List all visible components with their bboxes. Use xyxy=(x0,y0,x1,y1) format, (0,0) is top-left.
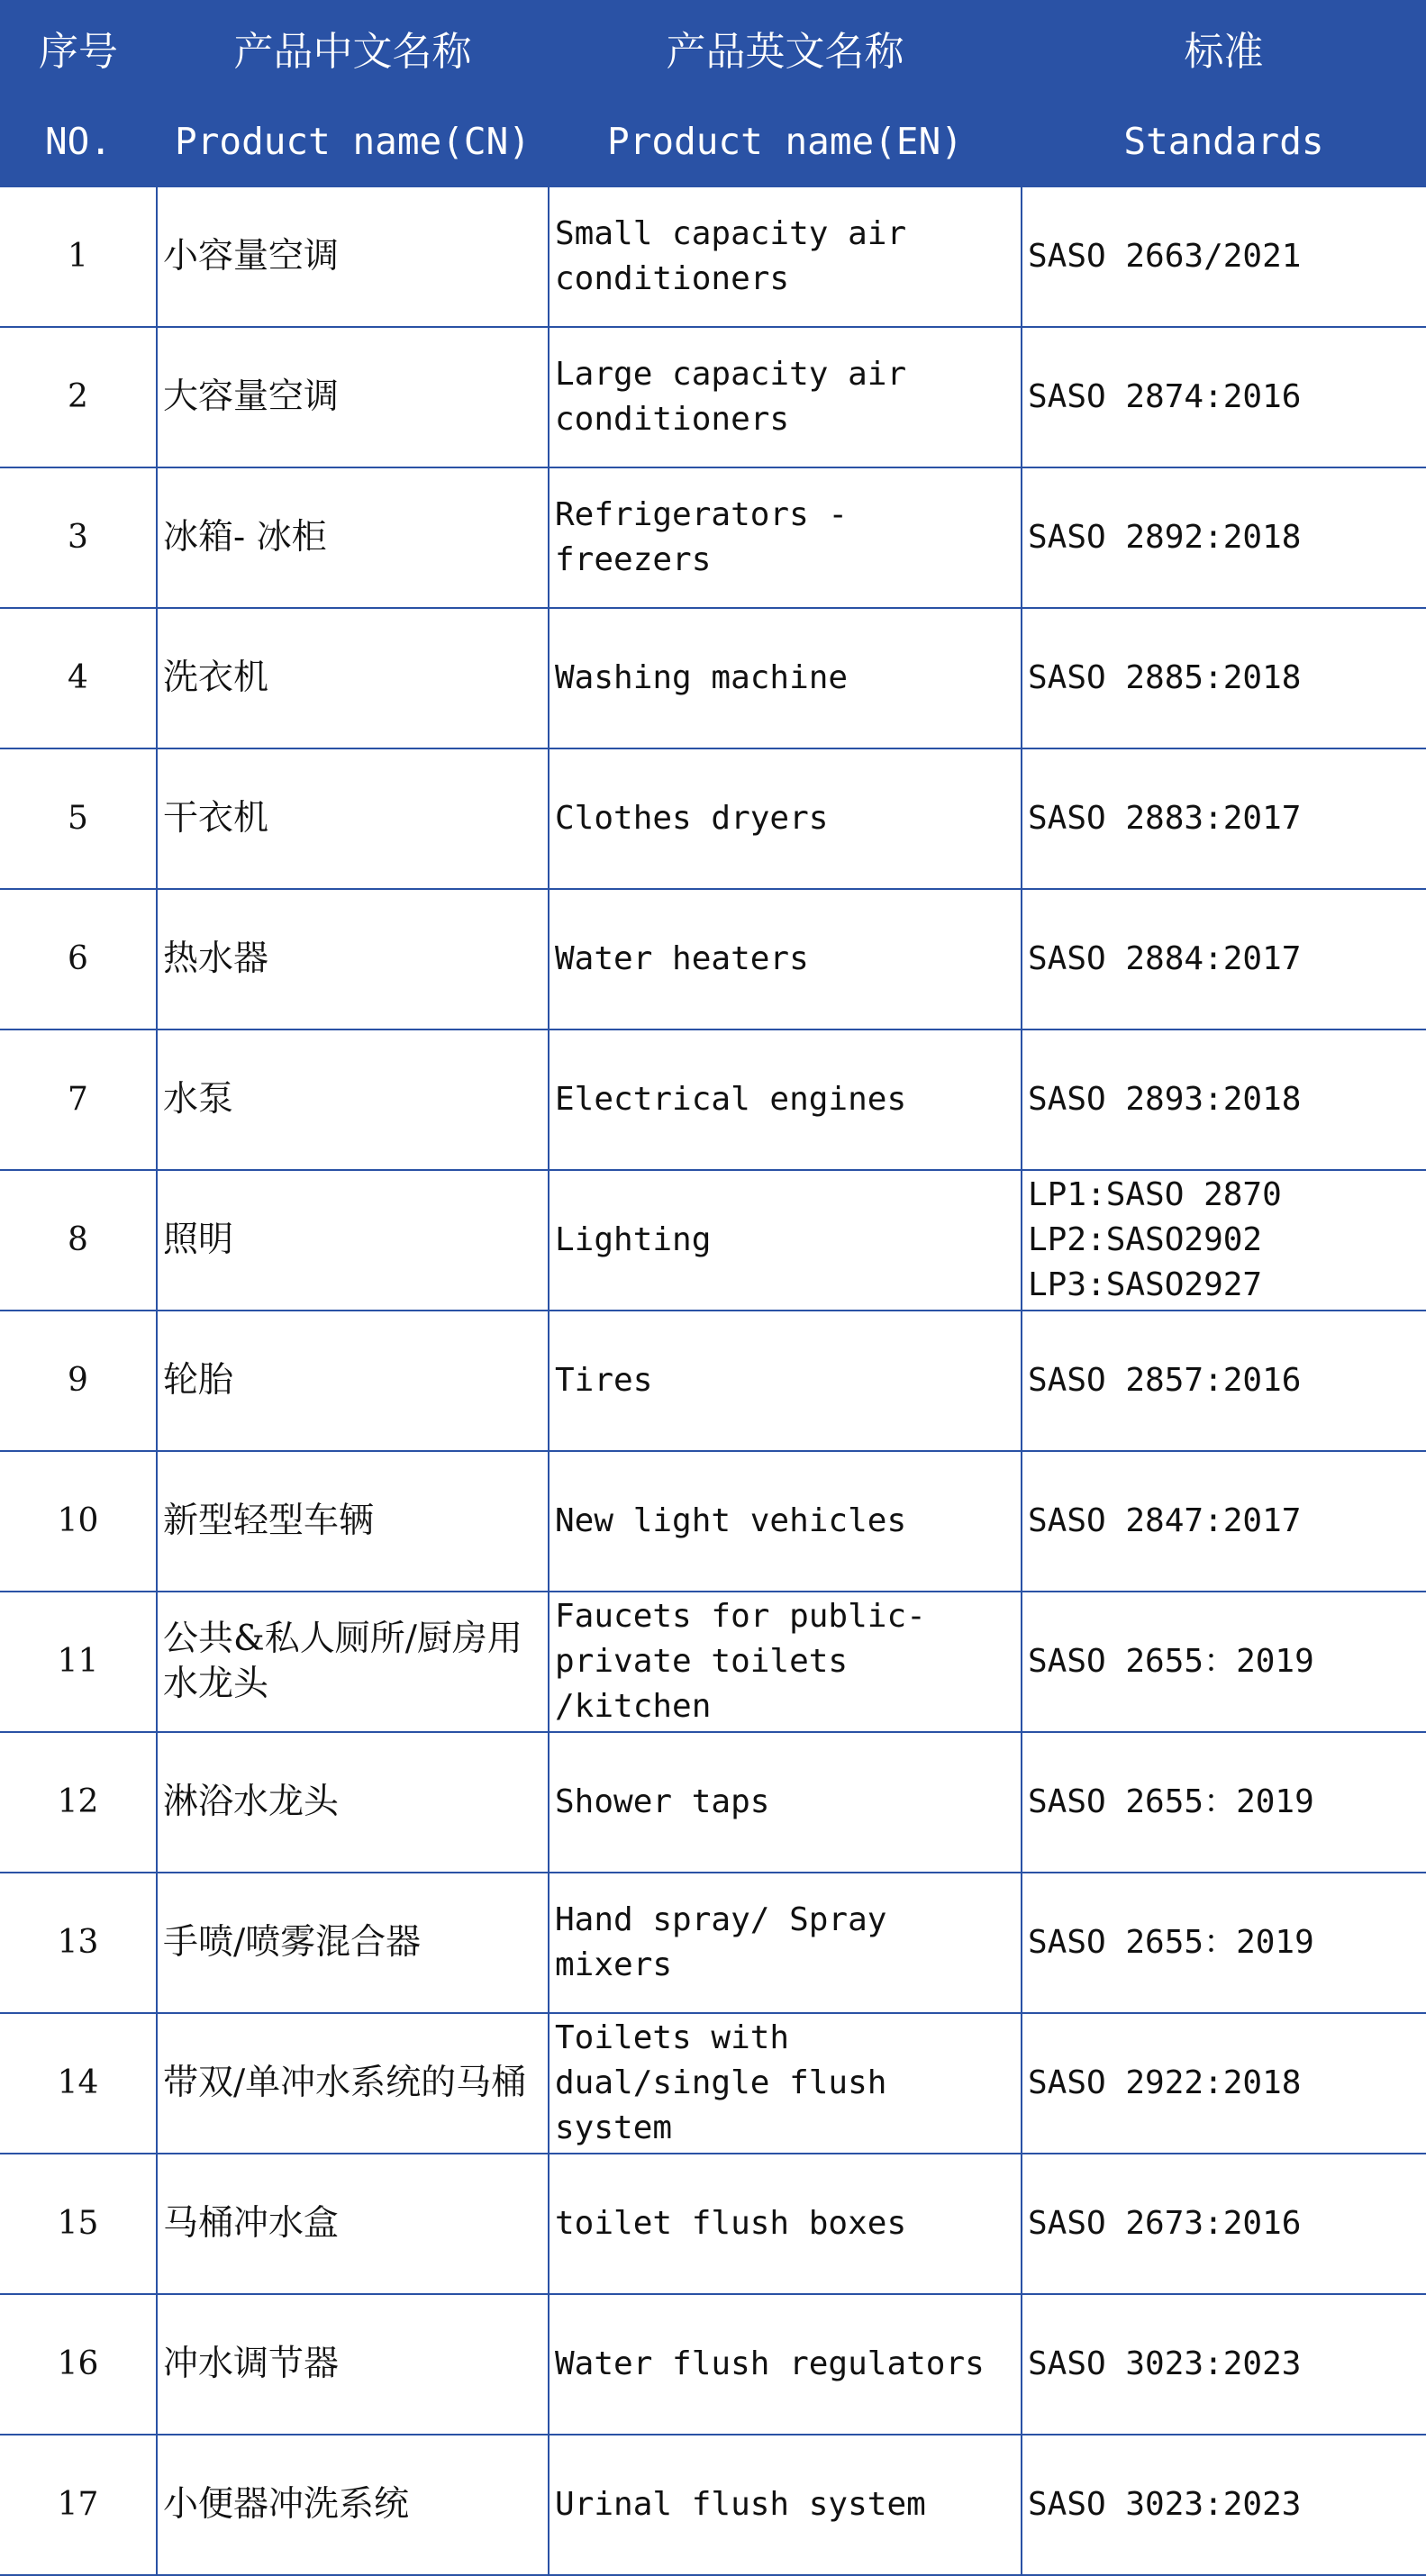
header-name-en-cn: 产品英文名称 xyxy=(549,0,1022,95)
product-name-cn: 冲水调节器 xyxy=(157,2294,549,2435)
table-row xyxy=(0,187,1426,327)
table-row xyxy=(0,2294,1426,2435)
product-name-cn: 大容量空调 xyxy=(157,327,549,467)
product-name-en: toilet flush boxes xyxy=(549,2154,1022,2294)
product-name-en: Small capacity air conditioners xyxy=(549,187,1022,327)
product-name-en: Shower taps xyxy=(549,1732,1022,1873)
row-number: 3 xyxy=(0,467,157,608)
row-number: 5 xyxy=(0,748,157,889)
product-name-cn: 轮胎 xyxy=(157,1311,549,1451)
product-name-en: Toilets with dual/single flush system xyxy=(549,2013,1022,2154)
row-number: 4 xyxy=(0,608,157,748)
table-row xyxy=(0,327,1426,467)
standard-code: SASO 2847:2017 xyxy=(1022,1451,1426,1592)
standard-code: SASO 2673:2016 xyxy=(1022,2154,1426,2294)
product-name-en: Lighting xyxy=(549,1170,1022,1311)
product-name-en: New light vehicles xyxy=(549,1451,1022,1592)
product-name-cn: 新型轻型车辆 xyxy=(157,1451,549,1592)
product-name-en: Electrical engines xyxy=(549,1029,1022,1170)
standard-code: SASO 2663/2021 xyxy=(1022,187,1426,327)
standard-code: SASO 2655：2019 xyxy=(1022,1732,1426,1873)
product-name-cn: 照明 xyxy=(157,1170,549,1311)
header-name-cn-en: Product name(CN) xyxy=(157,95,549,187)
product-name-cn: 带双/单冲水系统的马桶 xyxy=(157,2013,549,2154)
header-row-en xyxy=(0,95,1426,187)
row-number: 2 xyxy=(0,327,157,467)
product-name-cn: 干衣机 xyxy=(157,748,549,889)
table-row xyxy=(0,467,1426,608)
standard-code: SASO 2922:2018 xyxy=(1022,2013,1426,2154)
standard-code: SASO 3023:2023 xyxy=(1022,2294,1426,2435)
product-name-en: Tires xyxy=(549,1311,1022,1451)
product-name-cn: 热水器 xyxy=(157,889,549,1029)
header-name-en-en: Product name(EN) xyxy=(549,95,1022,187)
header-standard-cn: 标准 xyxy=(1022,0,1426,95)
product-name-cn: 手喷/喷雾混合器 xyxy=(157,1873,549,2013)
row-number: 13 xyxy=(0,1873,157,2013)
product-name-en: Clothes dryers xyxy=(549,748,1022,889)
standard-code: SASO 3023:2023 xyxy=(1022,2435,1426,2575)
table-row xyxy=(0,1029,1426,1170)
product-name-cn: 马桶冲水盒 xyxy=(157,2154,549,2294)
product-name-en: Hand spray/ Spray mixers xyxy=(549,1873,1022,2013)
table-row xyxy=(0,1451,1426,1592)
header-name-cn-cn: 产品中文名称 xyxy=(157,0,549,95)
product-name-en: Large capacity air conditioners xyxy=(549,327,1022,467)
row-number: 14 xyxy=(0,2013,157,2154)
header-standard-en: Standards xyxy=(1022,95,1426,187)
table-row xyxy=(0,1170,1426,1311)
product-name-cn: 小容量空调 xyxy=(157,187,549,327)
table-row xyxy=(0,748,1426,889)
standard-code: LP1:SASO 2870 LP2:SASO2902 LP3:SASO2927 xyxy=(1022,1170,1426,1311)
table-row xyxy=(0,2013,1426,2154)
standard-code: SASO 2885:2018 xyxy=(1022,608,1426,748)
table-body xyxy=(0,187,1426,2575)
table-row xyxy=(0,2435,1426,2575)
product-name-cn: 冰箱- 冰柜 xyxy=(157,467,549,608)
row-number: 6 xyxy=(0,889,157,1029)
standard-code: SASO 2884:2017 xyxy=(1022,889,1426,1029)
product-name-en: Water flush regulators xyxy=(549,2294,1022,2435)
product-name-en: Washing machine xyxy=(549,608,1022,748)
row-number: 11 xyxy=(0,1592,157,1732)
product-name-en: Refrigerators - freezers xyxy=(549,467,1022,608)
table-row xyxy=(0,1732,1426,1873)
row-number: 10 xyxy=(0,1451,157,1592)
standard-code: SASO 2874:2016 xyxy=(1022,327,1426,467)
product-name-en: Urinal flush system xyxy=(549,2435,1022,2575)
product-name-en: Water heaters xyxy=(549,889,1022,1029)
product-name-cn: 公共&私人厕所/厨房用水龙头 xyxy=(157,1592,549,1732)
standard-code: SASO 2893:2018 xyxy=(1022,1029,1426,1170)
header-row-cn xyxy=(0,0,1426,95)
standard-code: SASO 2857:2016 xyxy=(1022,1311,1426,1451)
header-no-cn: 序号 xyxy=(0,0,157,95)
row-number: 9 xyxy=(0,1311,157,1451)
standard-code: SASO 2883:2017 xyxy=(1022,748,1426,889)
product-name-en: Faucets for public-private toilets /kitchen xyxy=(549,1592,1022,1732)
row-number: 15 xyxy=(0,2154,157,2294)
standard-code: SASO 2892:2018 xyxy=(1022,467,1426,608)
table-row xyxy=(0,1873,1426,2013)
row-number: 16 xyxy=(0,2294,157,2435)
product-name-cn: 小便器冲洗系统 xyxy=(157,2435,549,2575)
row-number: 1 xyxy=(0,187,157,327)
product-name-cn: 水泵 xyxy=(157,1029,549,1170)
table-header xyxy=(0,0,1426,187)
row-number: 7 xyxy=(0,1029,157,1170)
row-number: 17 xyxy=(0,2435,157,2575)
table-row xyxy=(0,889,1426,1029)
row-number: 12 xyxy=(0,1732,157,1873)
row-number: 8 xyxy=(0,1170,157,1311)
standard-code: SASO 2655：2019 xyxy=(1022,1592,1426,1732)
table-row xyxy=(0,2154,1426,2294)
header-no-en: NO. xyxy=(0,95,157,187)
table-row xyxy=(0,608,1426,748)
table-row xyxy=(0,1592,1426,1732)
standard-code: SASO 2655：2019 xyxy=(1022,1873,1426,2013)
table-row xyxy=(0,1311,1426,1451)
product-name-cn: 洗衣机 xyxy=(157,608,549,748)
product-name-cn: 淋浴水龙头 xyxy=(157,1732,549,1873)
